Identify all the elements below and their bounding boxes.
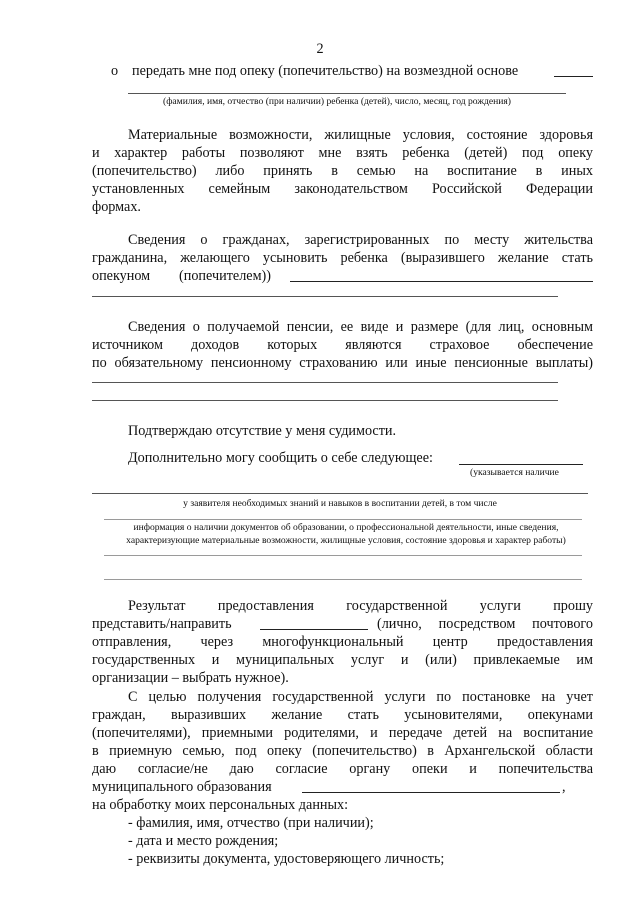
- result-fill-line[interactable]: [260, 629, 368, 630]
- registered-line-1: Сведения о гражданах, зарегистрированных по месту жительства: [128, 232, 593, 248]
- child-caption: (фамилия, имя, отчество (при наличии) ребенка (детей), число, месяц, год рождения): [163, 96, 512, 107]
- municipality-fill-line[interactable]: [302, 792, 560, 793]
- consent-line-5: даю согласие/не даю согласие органу опеки и попечительства: [92, 761, 593, 777]
- consent-line-6: муниципального образования: [92, 779, 272, 795]
- pension-line-3: по обязательному пенсионному страхованию или иные пенсионные выплаты): [92, 355, 593, 371]
- additional-fill-line-2[interactable]: [92, 493, 588, 494]
- consent-line-4: в приемную семью, под опеку (попечительство) в Архангельской области: [92, 743, 593, 759]
- result-line-2b: (лично, посредством почтового: [377, 616, 593, 632]
- consent-line-1: С целью получения государственной услуги по постановке на учет: [128, 689, 593, 705]
- result-line-4: государственных и муниципальных услуг и (или) привлекаемые им: [92, 652, 593, 668]
- list-item: - реквизиты документа, удостоверяющего личность;: [128, 851, 445, 867]
- result-line-2a: представить/направить: [92, 616, 232, 632]
- consent-line-2: граждан, выразивших желание стать усыновителями, опекунами: [92, 707, 593, 723]
- child-info-line[interactable]: [128, 93, 566, 94]
- option-text: передать мне под опеку (попечительство) на возмездной основе: [132, 63, 519, 79]
- pension-fill-line-2[interactable]: [92, 400, 558, 401]
- additional-caption-4: характеризующие материальные возможности, жилищные условия, состояние здоровья и характер работы): [126, 535, 566, 546]
- additional-fill-line-5[interactable]: [104, 579, 582, 580]
- material-line-4: установленных семейным законодательством Российской Федерации: [92, 181, 593, 197]
- material-line-2: и характер работы позволяют мне взять ребенка (детей) под опеку: [92, 145, 593, 161]
- consent-comma: ,: [562, 779, 566, 795]
- result-line-5: организации – выбрать нужное).: [92, 670, 289, 686]
- list-item: - дата и место рождения;: [128, 833, 279, 849]
- radio-bullet[interactable]: o: [111, 63, 119, 79]
- pension-fill-line-1[interactable]: [92, 382, 558, 383]
- additional-info-label: Дополнительно могу сообщить о себе следующее:: [128, 450, 433, 466]
- consent-line-3: (попечителями), приемными родителями, и передаче детей на воспитание: [92, 725, 593, 741]
- additional-fill-line-3[interactable]: [104, 519, 582, 520]
- pension-line-1: Сведения о получаемой пенсии, ее виде и размере (для лиц, основным: [128, 319, 593, 335]
- registered-line-3: опекуном (попечителем)): [92, 268, 271, 284]
- page-number: 2: [316, 41, 324, 57]
- registered-line-2: гражданина, желающего усыновить ребенка (выразившего желание стать: [92, 250, 593, 266]
- list-item: - фамилия, имя, отчество (при наличии);: [128, 815, 374, 831]
- additional-fill-line-1[interactable]: [459, 464, 583, 465]
- material-line-1: Материальные возможности, жилищные условия, состояние здоровья: [128, 127, 593, 143]
- material-line-3: (попечительство) либо принять в семью на воспитание в иных: [92, 163, 593, 179]
- additional-caption-1: (указывается наличие: [470, 467, 559, 478]
- result-line-3: отправления, через многофункциональный центр предоставления: [92, 634, 593, 650]
- processing-intro: на обработку моих персональных данных:: [92, 797, 349, 813]
- additional-fill-line-4[interactable]: [104, 555, 582, 556]
- registered-fill-line-2[interactable]: [92, 296, 558, 297]
- additional-caption-3: информация о наличии документов об образовании, о профессиональной деятельности, иные сведения,: [133, 522, 559, 533]
- option-fill-line[interactable]: [554, 76, 593, 77]
- registered-fill-line-1[interactable]: [290, 281, 593, 282]
- result-line-1: Результат предоставления государственной услуги прошу: [128, 598, 593, 614]
- pension-line-2: источником доходов которых являются страховое обеспечение: [92, 337, 593, 353]
- no-conviction-text: Подтверждаю отсутствие у меня судимости.: [128, 423, 397, 439]
- additional-caption-2: у заявителя необходимых знаний и навыков в воспитании детей, в том числе: [183, 498, 497, 509]
- material-line-5: формах.: [92, 199, 141, 215]
